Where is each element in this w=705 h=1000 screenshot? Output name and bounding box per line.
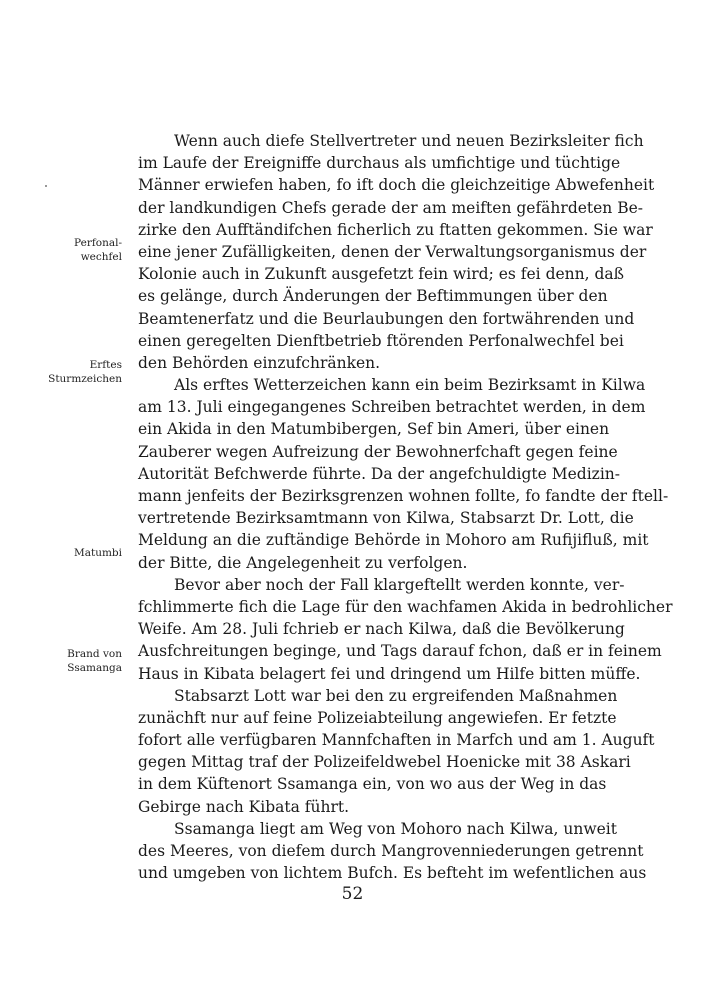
text-line: der Bitte, die Angelegenheit zu verfolgen. [138, 553, 468, 572]
text-line: ein Akida in den Matumbibergen, Sef bin Ameri, über einen [138, 420, 610, 439]
text-line: der landkundigen Chefs gerade der am meiften gefährdeten Be- [138, 198, 644, 217]
print-speck [45, 185, 47, 187]
text-line: Haus in Kibata belagert fei und dringend um Hilfe bitten müffe. [138, 664, 641, 683]
text-line: Kolonie auch in Zukunft ausgefetzt fein wird; es fei denn, daß [138, 265, 625, 284]
text-line: Zauberer wegen Aufreizung der Bewohnerfchaft gegen feine [138, 442, 618, 461]
text-line: Gebirge nach Kibata führt. [138, 797, 350, 816]
text-line: Wenn auch diefe Stellvertreter und neuen Bezirksleiter fich [174, 132, 644, 150]
margin-note-line: Erftes [89, 359, 122, 371]
text-line: und umgeben von lichtem Bufch. Es befteht im wefentlichen aus [138, 864, 647, 883]
text-line: Als erftes Wetterzeichen kann ein beim Bezirksamt in Kilwa [174, 376, 646, 395]
margin-note-personalwechsel [32, 236, 122, 264]
text-line: Autorität Befchwerde führte. Da der angefchuldigte Medizin- [138, 464, 621, 483]
text-line: zunächft nur auf feine Polizeiabteilung angewiefen. Er fetzte [138, 708, 617, 727]
text-line: Meldung an die zuftändige Behörde in Mohoro am Rufijifluß, mit [138, 531, 649, 550]
margin-note-matumbi [32, 546, 122, 560]
text-line: einen geregelten Dienftbetrieb ftörenden Perfonalwechfel bei [138, 331, 624, 350]
margin-note-line: Matumbi [73, 547, 122, 559]
text-line: Männer erwiefen haben, fo ift doch die gleichzeitige Abwefenheit [138, 176, 655, 195]
text-line: Bevor aber noch der Fall klargeftellt werden konnte, ver- [174, 575, 625, 594]
paragraph [138, 374, 669, 574]
page-number: 52 [341, 884, 364, 904]
margin-note-line: Sturmzeichen [48, 373, 122, 385]
margin-note-line: wechfel [80, 251, 122, 263]
text-line: Ssamanga liegt am Weg von Mohoro nach Kilwa, unweit [174, 819, 617, 838]
paragraph [138, 685, 655, 818]
text-line: Beamtenerfatz und die Beurlaubungen den fortwährenden und [138, 309, 635, 328]
text-line: fchlimmerte fich die Lage für den wachfamen Akida in bedrohlicher [138, 597, 673, 616]
margin-note-erstes-sturmzeichen [32, 358, 122, 386]
text-line: den Behörden einzufchränken. [138, 353, 381, 372]
text-line: gegen Mittag traf der Polizeifeldwebel Hoenicke mit 38 Askari [138, 753, 631, 772]
text-line: Ausfchreitungen beginge, und Tags darauf fchon, daß er in feinem [138, 642, 662, 661]
text-line: Weife. Am 28. Juli fchrieb er nach Kilwa, daß die Bevölkerung [138, 620, 625, 639]
text-line: des Meeres, von diefem durch Mangrovenniederungen getrennt [138, 842, 644, 860]
body-text [138, 130, 673, 884]
text-line: eine jener Zufälligkeiten, denen der Verwaltungsorganismus der [138, 242, 647, 261]
margin-note-brand-von-ssamanga [32, 647, 122, 675]
margin-note-line: Brand von [67, 648, 122, 660]
text-line: im Laufe der Ereigniffe durchaus als umfichtige und tüchtige [138, 154, 621, 173]
paragraph [138, 818, 647, 885]
margin-note-line: Perfonal- [74, 237, 122, 249]
paragraph [138, 130, 655, 374]
text-line: Stabsarzt Lott war bei den zu ergreifenden Maßnahmen [174, 686, 618, 705]
text-line: mann jenfeits der Bezirksgrenzen wohnen follte, fo fandte der ftell- [138, 487, 669, 505]
text-line: fofort alle verfügbaren Mannfchaften in Marfch und am 1. Auguft [138, 731, 655, 750]
text-line: in dem Küftenort Ssamanga ein, von wo aus der Weg in das [138, 775, 607, 794]
text-line: vertretende Bezirksamtmann von Kilwa, Stabsarzt Dr. Lott, die [138, 509, 634, 528]
text-line: am 13. Juli eingegangenes Schreiben betrachtet werden, in dem [138, 398, 646, 417]
margin-note-line: Ssamanga [67, 662, 122, 674]
text-line: zirke den Aufftändifchen ficherlich zu ftatten gekommen. Sie war [138, 220, 653, 239]
text-line: es gelänge, durch Änderungen der Beftimmungen über den [138, 287, 608, 306]
paragraph [138, 574, 673, 685]
